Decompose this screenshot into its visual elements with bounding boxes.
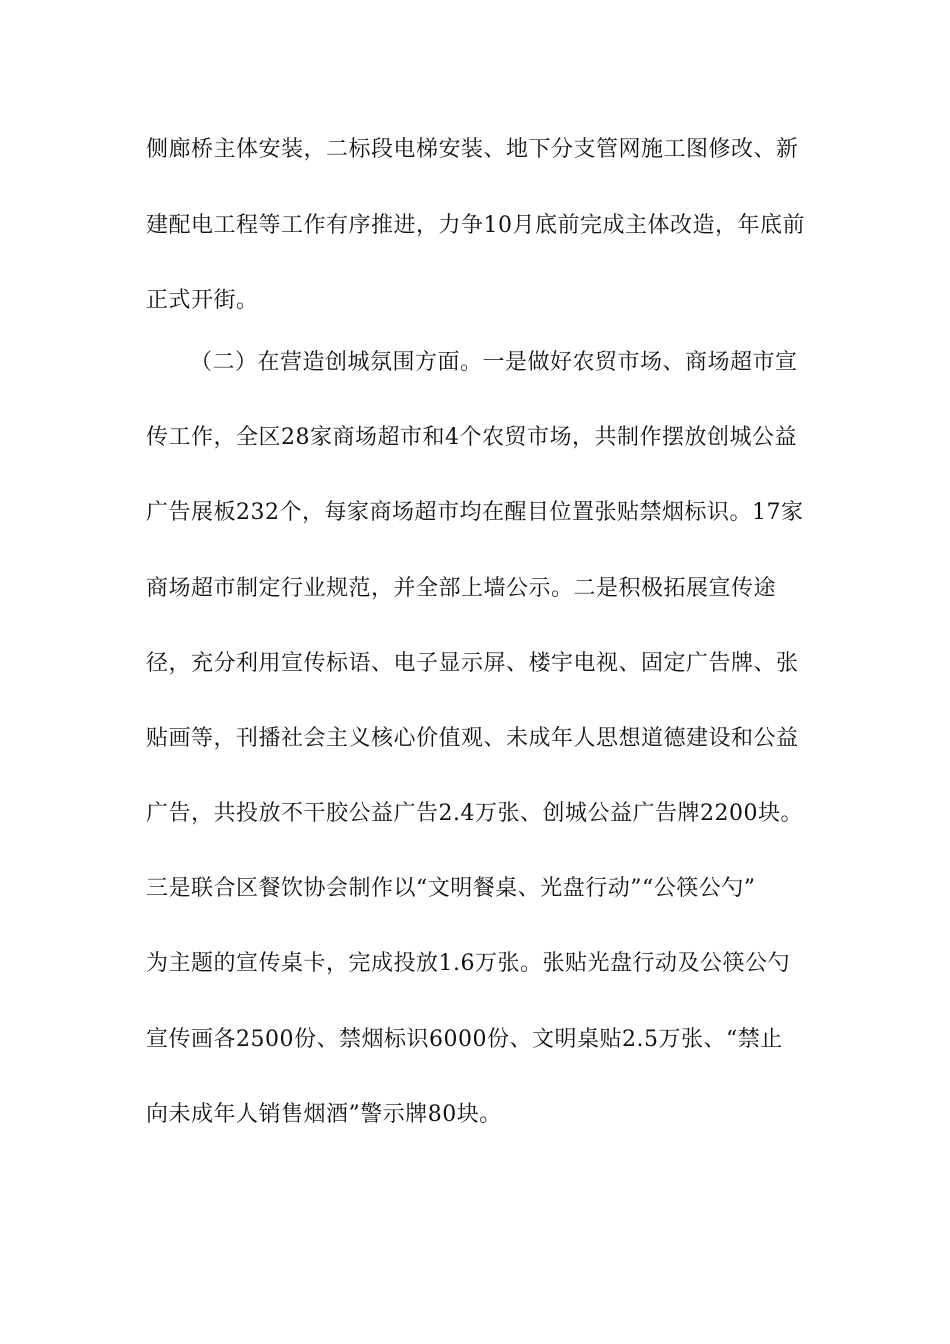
paragraph-line-10: 广告，共投放不干胶公益广告2.4万张、创城公益广告牌2200块。 [146, 801, 803, 826]
paragraph-line-14: 向未成年人销售烟酒”警示牌80块。 [146, 1102, 502, 1127]
paragraph-line-2: 建配电工程等工作有序推进，力争10月底前完成主体改造，年底前 [146, 213, 805, 238]
section-heading-line: （二）在营造创城氛围方面。一是做好农贸市场、商场超市宣 [190, 350, 798, 375]
paragraph-line-8: 径，充分利用宣传标语、电子显示屏、楼宇电视、固定广告牌、张 [146, 651, 799, 676]
paragraph-line-9: 贴画等，刊播社会主义核心价值观、未成年人思想道德建设和公益 [146, 726, 799, 751]
paragraph-line-12: 为主题的宣传桌卡，完成投放1.6万张。张贴光盘行动及公筷公勺 [146, 951, 790, 976]
paragraph-line-11: 三是联合区餐饮协会制作以“文明餐桌、光盘行动”“公筷公勺” [146, 876, 756, 901]
paragraph-line-7: 商场超市制定行业规范，并全部上墙公示。二是积极拓展宣传途 [146, 576, 777, 601]
paragraph-line-3: 正式开街。 [146, 288, 259, 313]
paragraph-line-6: 广告展板232个，每家商场超市均在醒目位置张贴禁烟标识。17家 [146, 500, 804, 525]
paragraph-line-13: 宣传画各2500份、禁烟标识6000份、文明桌贴2.5万张、“禁止 [146, 1027, 783, 1052]
paragraph-line-1: 侧廊桥主体安装，二标段电梯安装、地下分支管网施工图修改、新 [146, 137, 799, 162]
paragraph-line-5: 传工作，全区28家商场超市和4个农贸市场，共制作摆放创城公益 [146, 425, 797, 450]
